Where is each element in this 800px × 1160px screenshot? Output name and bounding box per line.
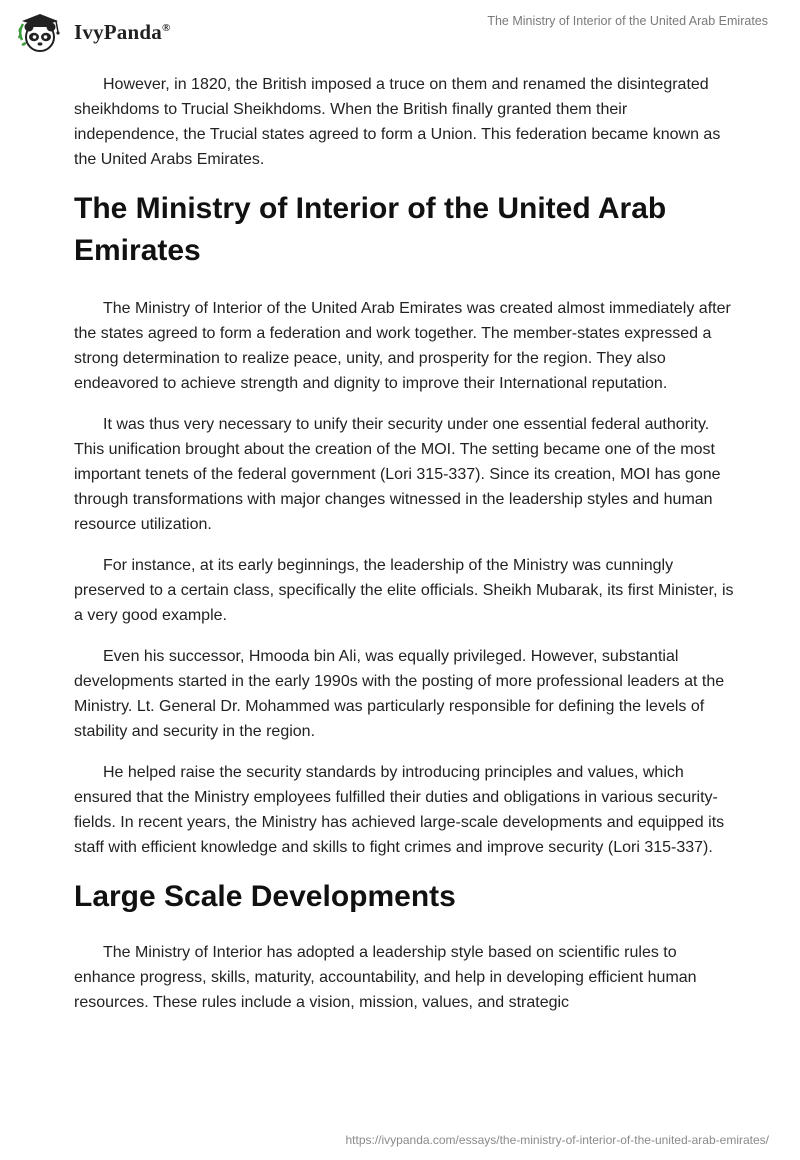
paragraph: The Ministry of Interior has adopted a leadership style based on scientific rules to enhance progress, skills, maturity, accountability, and help in developing efficient human resources. These rules include a vision, mission, values, and strategic xyxy=(74,944,697,1011)
paragraph: However, in 1820, the British imposed a truce on them and renamed the disintegrated sheikhdoms to Trucial Sheikhdoms. When the British finally granted them their independence, the Trucial states agreed to form a Union. This federation became known as the United Arabs Emirates. xyxy=(74,76,721,168)
paragraph: It was thus very necessary to unify their security under one essential federal authority. This unification brought about the creation of the MOI. The setting became one of the most important tenets of the federal government (Lori 315-337). Since its creation, MOI has gone through transformations with major changes witnessed in the leadership styles and human resource utilization. xyxy=(74,416,721,533)
document-title: The Ministry of Interior of the United Arab Emirates xyxy=(487,14,768,28)
section-heading: The Ministry of Interior of the United Arab Emirates xyxy=(74,192,667,267)
registered-mark: ® xyxy=(161,21,171,34)
page-header xyxy=(0,0,800,60)
essay-body xyxy=(74,72,734,1031)
paragraph: He helped raise the security standards by introducing principles and values, which ensured that the Ministry employees fulfilled their duties and obligations in various security-fields. In recent years, the Ministry has achieved large-scale developments and equipped its staff with efficient knowledge and skills to fight crimes and improve security (Lori 315-337). xyxy=(74,764,725,856)
paragraph: The Ministry of Interior of the United Arab Emirates was created almost immediately after the states agreed to form a federation and work together. The member-states expressed a strong determination to realize peace, unity, and prosperity for the region. They also endeavored to achieve strength and dignity to improve their International reputation. xyxy=(74,300,731,392)
section-heading: Large Scale Developments xyxy=(74,880,456,913)
ivypanda-logo[interactable] xyxy=(14,10,170,54)
panda-graduation-cap-icon xyxy=(14,10,70,54)
paragraph: Even his successor, Hmooda bin Ali, was equally privileged. However, substantial developments started in the early 1990s with the posting of more professional leaders at the Ministry. Lt. General Dr. Mohammed was particularly responsible for defining the levels of stability and security in the region. xyxy=(74,648,725,740)
source-url[interactable]: https://ivypanda.com/essays/the-ministry-of-interior-of-the-united-arab-emirates/ xyxy=(345,1133,769,1147)
brand-name: IvyPanda® xyxy=(74,19,171,44)
paragraph: For instance, at its early beginnings, the leadership of the Ministry was cunningly preserved to a certain class, specifically the elite officials. Sheikh Mubarak, its first Minister, is a very good example. xyxy=(74,557,734,624)
